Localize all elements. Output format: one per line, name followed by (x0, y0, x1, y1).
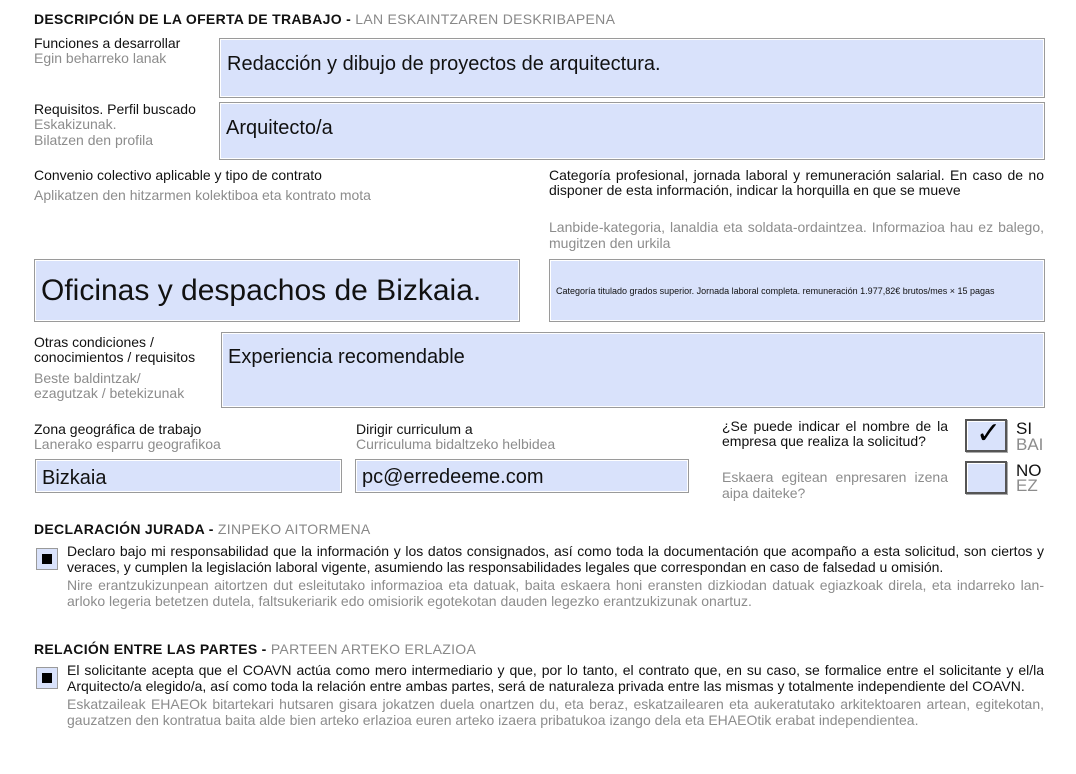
declaration-text-eu: Nire erantzukizunpean aitortzen dut esleitutako informazioa eta datuak, baita eskaera honi eransten dizkiodan datuak egiazkoak direla, eta indarreko lan-arloko legeria betetzen dutela, faltsukeriarik edo omisiorik egotekotan dauden legezko erantzukizunak onartuz. (67, 577, 1044, 609)
functions-label-eu: Egin beharreko lanak (34, 50, 167, 66)
cv-label-es: Dirigir curriculum a (356, 421, 473, 437)
zone-label-es: Zona geográfica de trabajo (34, 421, 202, 437)
category-value: Categoría titulado grados superior. Jornada laboral completa. remuneración 1.977,82€ brutos/mes × 15 pagas (556, 286, 995, 296)
agreement-label-eu: Aplikatzen den hitzarmen kolektiboa eta kontrato mota (34, 187, 371, 203)
functions-label-es: Funciones a desarrollar (34, 35, 181, 51)
category-field[interactable] (549, 259, 1045, 322)
relation-heading: RELACIÓN ENTRE LAS PARTES - PARTEEN ARTEKO ERLAZIOA (34, 641, 477, 657)
relation-text-eu: Eskatzaileak EHAEOk bitartekari hutsaren gisara jokatzen duela onartzen du, eta beraz, eskatzailearen eta aukeratutako arkitektoaren artean, egitekotan, gauzatzen den kontratua baita alde bien arteko erlazioa euren arteko izaera pribatukoa izango dela eta EHAEOtik erabat independientea. (67, 696, 1044, 728)
zone-label-eu: Lanerako esparru geografikoa (34, 436, 221, 452)
other-label-eu1: Beste baldintzak/ (34, 370, 141, 386)
declaration-text (67, 544, 1044, 609)
requirements-label-eu2: Bilatzen den profila (34, 132, 154, 148)
category-label-es: Categoría profesional, jornada laboral y remuneración salarial. En caso de no disponer de esta información, indicar la horquilla en que se mueve (549, 167, 1044, 198)
other-field[interactable] (221, 332, 1045, 408)
declaration-text-es: Declaro bajo mi responsabilidad que la información y los datos consignados, así como toda la documentación que acompaño a esta solicitud, son ciertos y veraces, y cumplen la legislación laboral vigente, asumiendo las responsabilidades legales que correspondan en caso de falsedad u omisión. (67, 543, 1044, 575)
relation-text (67, 663, 1044, 728)
requirements-value: Arquitecto/a (226, 117, 333, 139)
company-no-checkbox[interactable] (965, 461, 1007, 494)
cv-value: pc@erredeeme.com (362, 466, 544, 488)
other-label-eu2: ezagutzak / betekizunak (34, 385, 185, 401)
category-label-eu: Lanbide-kategoria, lanaldia eta soldata-ordaintzea. Informazioa hau ez balego, mugitzen den urkila (549, 219, 1044, 251)
other-value: Experiencia recomendable (228, 346, 465, 368)
other-label-es1: Otras condiciones / (34, 334, 154, 350)
checked-square-icon (42, 554, 52, 564)
checked-square-icon (42, 673, 52, 683)
requirements-label-eu1: Eskakizunak. (34, 116, 117, 132)
relation-text-es: El solicitante acepta que el COAVN actúa como mero intermediario y que, por lo tanto, el contrato que, en su caso, se formalice entre el solicitante y el/la Arquitecto/a elegido/a, así como toda la relación entre ambas partes, será de naturaleza privada entre las mismas y totalmente independiente del COAVN. (67, 662, 1044, 694)
agreement-field[interactable] (34, 259, 520, 322)
relation-checkbox[interactable] (36, 667, 58, 689)
functions-field[interactable] (219, 38, 1045, 98)
company-no-label-eu: EZ (1016, 476, 1038, 495)
company-yes-label-es: SI (1016, 419, 1033, 438)
requirements-label-es: Requisitos. Perfil buscado (34, 101, 196, 117)
checkmark-icon: ✓ (976, 417, 1002, 450)
agreement-label-es: Convenio colectivo aplicable y tipo de contrato (34, 167, 322, 183)
offer-heading-eu: LAN ESKAINTZAREN DESKRIBAPENA (355, 11, 616, 27)
declaration-heading: DECLARACIÓN JURADA - ZINPEKO AITORMENA (34, 521, 371, 537)
requirements-field[interactable] (219, 102, 1045, 160)
company-no-label-es: NO (1016, 461, 1042, 480)
company-question-es: ¿Se puede indicar el nombre de la empresa que realiza la solicitud? (722, 418, 948, 449)
cv-label-eu: Curriculuma bidaltzeko helbidea (356, 436, 556, 452)
offer-heading: DESCRIPCIÓN DE LA OFERTA DE TRABAJO - LAN ESKAINTZAREN DESKRIBAPENA (34, 11, 616, 27)
other-label-es2: conocimientos / requisitos (34, 349, 196, 365)
company-question-eu: Eskaera egitean enpresaren izena aipa daiteke? (722, 469, 948, 501)
company-yes-label-eu: BAI (1016, 435, 1044, 454)
zone-field[interactable] (35, 459, 342, 493)
declaration-checkbox[interactable] (36, 548, 58, 570)
functions-value: Redacción y dibujo de proyectos de arquitectura. (227, 53, 661, 75)
offer-heading-es: DESCRIPCIÓN DE LA OFERTA DE TRABAJO (34, 11, 342, 27)
cv-field[interactable] (355, 459, 689, 493)
zone-value: Bizkaia (42, 467, 107, 489)
company-yes-checkbox[interactable] (965, 419, 1007, 452)
agreement-value: Oficinas y despachos de Bizkaia. (41, 274, 482, 307)
